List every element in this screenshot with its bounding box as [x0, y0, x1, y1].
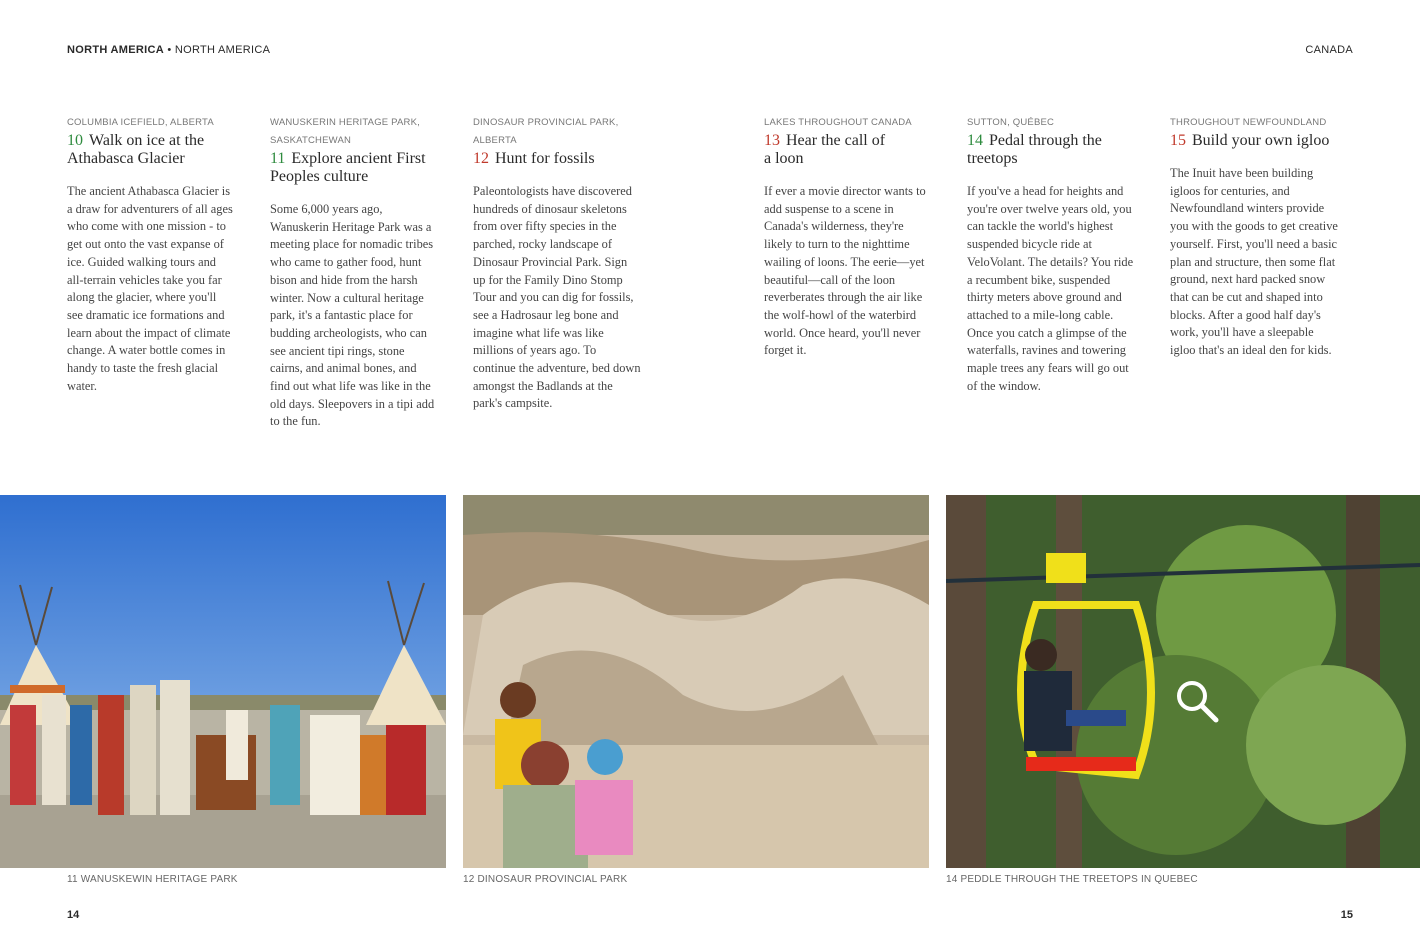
running-header-left — [67, 44, 270, 56]
running-header-right: CANADA — [1305, 44, 1353, 56]
entry-title-text: Pedal through the treetops — [967, 132, 1102, 167]
entry-body: If ever a movie director wants to add suspense to a scene in Canada's wilderness, they're likely to turn to the nighttime wailing of loons. The eerie—yet beautiful—call of the loon reverberates through the air like the wolf-howl of the waterbird world. Once heard, you'll never forget it. — [764, 184, 926, 358]
photo-wanuskewin — [0, 495, 446, 868]
photo-caption-14: 14 PEDDLE THROUGH THE TREETOPS IN QUEBEC — [946, 874, 1198, 885]
entry-number: 12 — [473, 150, 489, 167]
entry-15 — [1170, 114, 1338, 360]
magnifier-icon[interactable] — [1172, 676, 1220, 724]
entry-title-text: Build your own igloo — [1192, 132, 1330, 149]
header-separator: • — [167, 44, 172, 56]
entry-title-text: Explore ancient First Peoples culture — [270, 150, 426, 185]
entry-body: Paleontologists have discovered hundreds of dinosaur skeletons from over fifty species in the parched, rocky landscape of Dinosaur Provincial Park. Sign up for the Family Dino Stomp Tour and you can dig for fossils, see a Hadrosaur leg bone and imagine what life was like millions of years ago. To continue the adventure, bed down amongst the Badlands at the park's campsite. — [473, 184, 641, 411]
entry-number: 11 — [270, 150, 286, 167]
entry-location: WANUSKERIN HERITAGE PARK, SASKATCHEWAN — [270, 117, 420, 146]
entry-11 — [270, 114, 438, 431]
entry-number: 13 — [764, 132, 780, 149]
entry-number: 10 — [67, 132, 83, 149]
entry-body: If you've a head for heights and you're over twelve years old, you can tackle the world's highest suspended bicycle ride at VeloVolant. The details? You ride a recumbent bike, suspended thirty meters above ground and attached to a mile-long cable. Once you catch a glimpse of the waterfalls, ravines and towering maple trees any fears will go out of the window. — [967, 184, 1134, 393]
photo-dinosaur-park — [463, 495, 929, 868]
photo-dinosaur-park-image — [463, 495, 929, 868]
photo-treetops — [946, 495, 1420, 868]
entry-title — [764, 132, 894, 168]
page-number-left: 14 — [67, 909, 80, 921]
entry-12 — [473, 114, 641, 413]
entry-10 — [67, 114, 235, 395]
entry-title — [967, 132, 1107, 168]
entry-body: The ancient Athabasca Glacier is a draw for adventurers of all ages who come with one mission - to get out onto the vast expanse of ice. Guided walking tours and all-terrain vehicles take you far along the glacier, where you'll see dramatic ice formations and learn about the impact of climate change. A water bottle comes in handy to taste the fresh glacial water. — [67, 184, 233, 393]
photo-caption-11: 11 WANUSKEWIN HERITAGE PARK — [67, 874, 238, 885]
entry-number: 15 — [1170, 132, 1186, 149]
page-number-right: 15 — [1340, 909, 1353, 921]
photo-caption-12: 12 DINOSAUR PROVINCIAL PARK — [463, 874, 628, 885]
header-section-bold: NORTH AMERICA — [67, 44, 164, 56]
entry-title-text: Walk on ice at the Athabasca Glacier — [67, 132, 205, 167]
entry-location: LAKES THROUGHOUT CANADA — [764, 117, 912, 128]
entry-location: THROUGHOUT NEWFOUNDLAND — [1170, 117, 1327, 128]
entry-number: 14 — [967, 132, 983, 149]
header-section: NORTH AMERICA — [174, 44, 271, 56]
entry-title-text: Hunt for fossils — [495, 150, 595, 167]
entry-body: The Inuit have been building igloos for centuries, and Newfoundland winters provide you with the goods to get creative yourself. First, you'll need a basic plan and structure, then some flat ground, next hard packed snow that can be cut and shaped into blocks. After a good half day's work, you'll have a sleepable igloo that's an ideal den for kids. — [1170, 166, 1338, 358]
entry-title — [270, 150, 438, 186]
entry-title — [1170, 132, 1338, 150]
entry-location: COLUMBIA ICEFIELD, ALBERTA — [67, 117, 214, 128]
entry-14 — [967, 114, 1135, 395]
entry-location: SUTTON, QUÉBEC — [967, 117, 1055, 128]
entry-location: DINOSAUR PROVINCIAL PARK, ALBERTA — [473, 117, 619, 146]
entry-title — [473, 150, 641, 168]
entry-13 — [764, 114, 932, 360]
entry-title-text: Hear the call of a loon — [764, 132, 886, 167]
photo-wanuskewin-image — [0, 495, 446, 868]
entry-title — [67, 132, 235, 168]
entry-body: Some 6,000 years ago, Wanuskerin Heritage Park was a meeting place for nomadic tribes who came to gather food, hunt bison and hide from the harsh winter. Now a cultural heritage park, it's a fantastic place for budding archeologists, who can see ancient tipi rings, stone cairns, and animal bones, and find out what life was like in the old days. Sleepovers in a tipi add to the fun. — [270, 202, 435, 429]
